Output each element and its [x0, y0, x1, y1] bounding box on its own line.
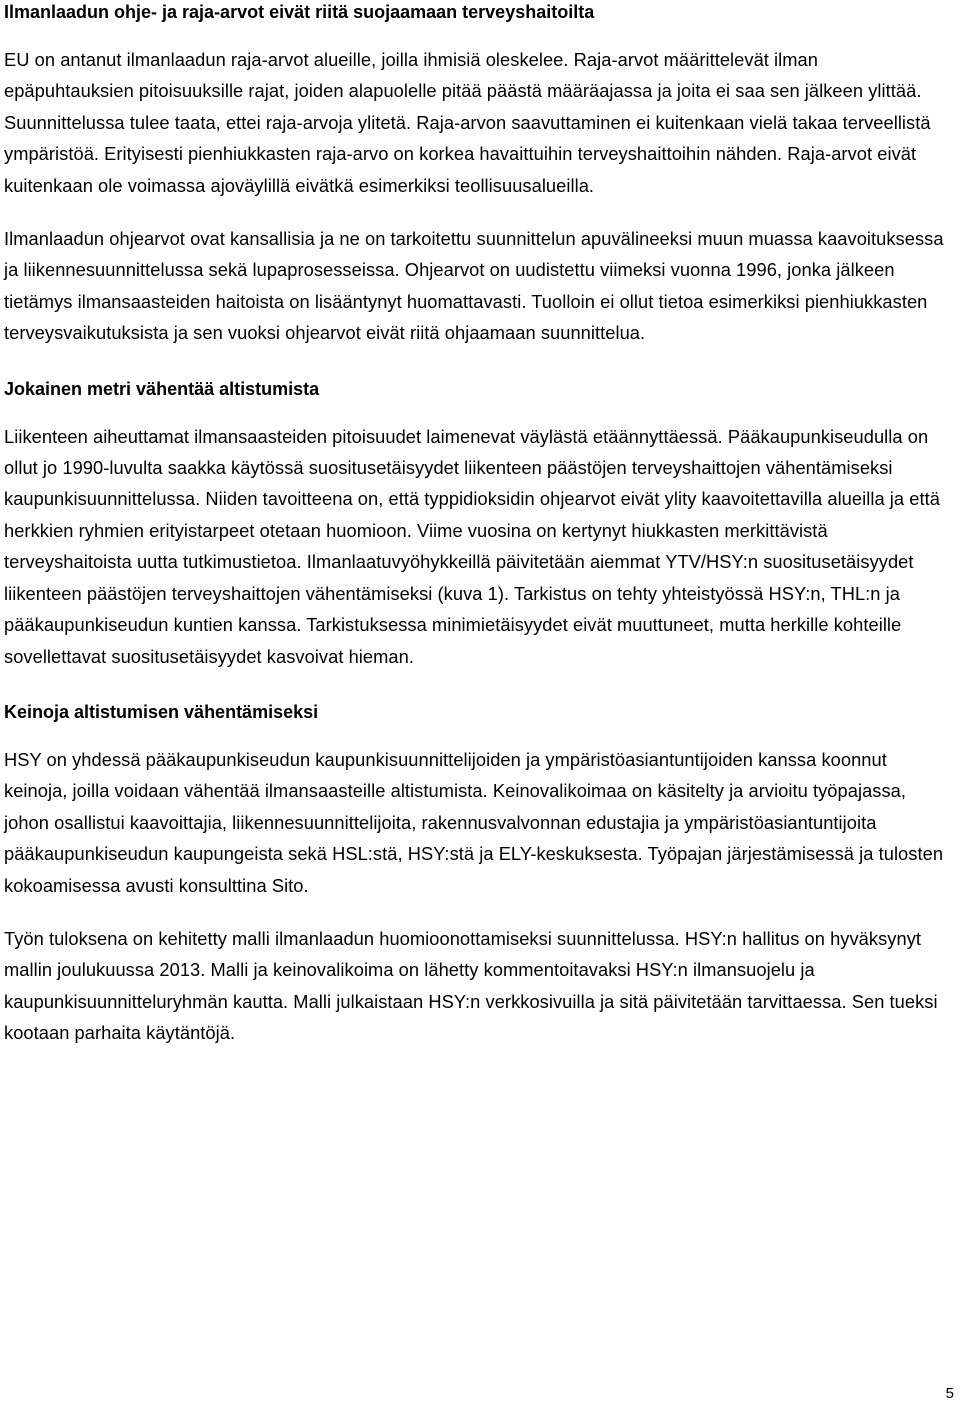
paragraph-eu-limit-values: EU on antanut ilmanlaadun raja-arvot alueille, joilla ihmisiä oleskelee. Raja-arvot määrittelevät ilman epäpuhtauksien pitoisuuksille rajat, joiden alapuolelle pitää päästä määräajassa ja joita ei saa sen jälkeen ylittää. Suunnittelussa tulee taata, ettei raja-arvoja ylitetä. Raja-arvon saavuttaminen ei kuitenkaan vielä takaa terveellistä ympäristöä. Erityisesti pienhiukkasten raja-arvo on korkea havaittuihin terveyshaittoihin nähden. Raja-arvot eivät kuitenkaan ole voimassa ajoväylillä eivätkä esimerkiksi teollisuusalueilla. [4, 49, 931, 196]
section-heading-reduction-methods: Keinoja altistumisen vähentämiseksi [4, 701, 319, 722]
paragraph-distance-dilution: Liikenteen aiheuttamat ilmansaasteiden pitoisuudet laimenevat väylästä etäännyttäessä. Pääkaupunkiseudulla on ollut jo 1990-luvulta saakka käytössä suositusetäisyydet liikenteen päästöjen terveyshaittojen vähentämiseksi kaupunkisuunnittelussa. Niiden tavoitteena on, että typpidioksidin ohjearvot eivät ylity kaavoitettavilla alueilla ja että herkkien ryhmien erityistarpeet otetaan huomioon. Viime vuosina on kertynyt hiukkasten merkittävistä terveyshaitoista uutta tutkimustietoa. Ilmanlaatuvyöhykkeillä päivitetään aiemmat YTV/HSY:n suositusetäisyydet liikenteen päästöjen terveyshaittojen vähentämiseksi (kuva 1). Tarkistus on tehty yhteistyössä HSY:n, THL:n ja pääkaupunkiseudun kuntien kanssa. Tarkistuksessa minimietäisyydet eivät muuttuneet, mutta herkille kohteille sovellettavat suositusetäisyydet kasvoivat hieman. [4, 425, 940, 667]
document-page [4, 0, 952, 1049]
page-number: 5 [945, 1385, 954, 1402]
paragraph-hsy-methods: HSY on yhdessä pääkaupunkiseudun kaupunkisuunnittelijoiden ja ympäristöasiantuntijoiden kanssa koonnut keinoja, joilla voidaan vähentää ilmansaasteille altistumista. Keinovalikoimaa on käsitelty ja arvioitu työpajassa, johon osallistui kaavoittajia, liikennesuunnittelijoita, rakennusvalvonnan edustajia ja ympäristöasiantuntijoita pääkaupunkiseudun kaupungeista sekä HSL:stä, HSY:stä ja ELY-keskuksesta. Työpajan järjestämisessä ja tulosten kokoamisessa avusti konsulttina Sito. [4, 748, 944, 896]
section-heading-limit-values: Ilmanlaadun ohje- ja raja-arvot eivät riitä suojaamaan terveyshaitoilta [4, 2, 595, 22]
section-heading-every-metre: Jokainen metri vähentää altistumista [4, 378, 320, 399]
paragraph-guideline-values: Ilmanlaadun ohjearvot ovat kansallisia ja ne on tarkoitettu suunnittelun apuvälineeksi muun muassa kaavoituksessa ja liikennesuunnittelussa sekä lupaprosesseissa. Ohjearvot on uudistettu viimeksi vuonna 1996, jonka jälkeen tietämys ilmansaasteiden haitoista on lisääntynyt huomattavasti. Tuolloin ei ollut tietoa esimerkiksi pienhiukkasten terveysvaikutuksista ja sen vuoksi ohjearvot eivät riitä ohjaamaan suunnittelua. [4, 228, 944, 344]
paragraph-model-result: Työn tuloksena on kehitetty malli ilmanlaadun huomioonottamiseksi suunnittelussa. HSY:n hallitus on hyväksynyt mallin joulukuussa 2013. Malli ja keinovalikoima on lähetty kommentoitavaksi HSY:n ilmansuojelu ja kaupunkisuunnitteluryhmän kautta. Malli julkaistaan HSY:n verkkosivuilla ja sitä päivitetään tarvittaessa. Sen tueksi kootaan parhaita käytäntöjä. [4, 927, 938, 1044]
